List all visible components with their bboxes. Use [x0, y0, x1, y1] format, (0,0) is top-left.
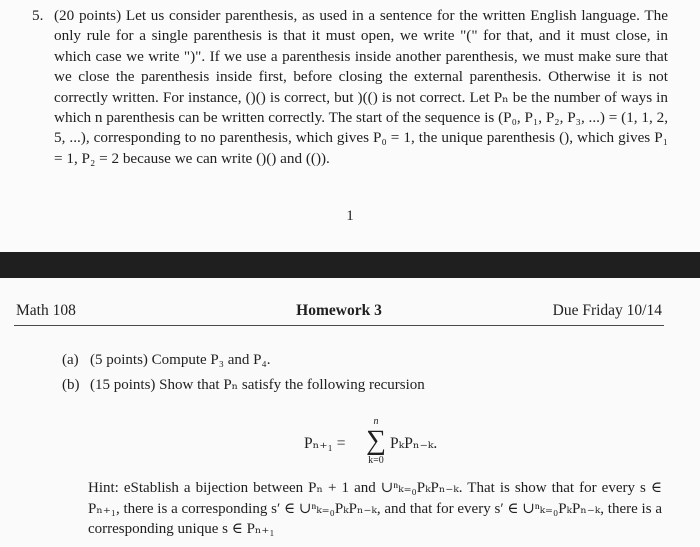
part-text: (5 points) Compute P₃ and P₄.	[90, 352, 271, 368]
problem-row	[32, 6, 668, 169]
page-number: 1	[346, 208, 354, 224]
problem-number: 5.	[32, 7, 44, 24]
problem-parts	[62, 348, 662, 398]
sigma-symbol: ∑	[366, 425, 386, 456]
problem-5	[32, 6, 668, 169]
course-name: Math 108	[16, 302, 76, 319]
part-label: (b)	[62, 377, 80, 393]
page-header	[16, 302, 662, 322]
assignment-title: Homework 3	[296, 302, 382, 319]
due-date: Due Friday 10/14	[552, 302, 662, 319]
page-two	[0, 278, 700, 547]
problem-text: (20 points) Let us consider parenthesis, as used in a sentence for the written English language. The only rule for a single parenthesis is that it must open, we write "(" for that, and it must close, in which case we write ")". If we use a parenthesis inside another parenthesis, we must make sure that we close the parenthesis inside first, before closing the external parenthesis. Otherwise it is not correctly written. For instance, ()() is correct, but )(() is not correct. Let Pₙ be the number of ways in which n parenthesis can be written correctly. The start of the sequence is (P₀, P₁, P₂, P₃, ...) = (1, 1, 2, 5, ...), corresponding to no parenthesis, which gives P₀ = 1, the unique parenthesis (), which gives P₁ = 1, P₂ = 2 because we can write ()() and (()).	[54, 7, 668, 167]
part-text: (15 points) Show that Pₙ satisfy the following recursion	[90, 377, 425, 393]
sum-upper-limit: n	[373, 416, 379, 427]
header-rule	[14, 325, 664, 326]
equation-lhs: Pₙ₊₁ =	[304, 435, 346, 452]
equation-body	[304, 417, 464, 473]
part-a	[62, 348, 662, 373]
part-b	[62, 373, 662, 398]
summation	[366, 417, 386, 467]
part-label: (a)	[62, 352, 79, 368]
hint-text: Hint: eStablish a bijection between Pₙ + 1 and ∪ⁿₖ₌₀PₖPₙ₋ₖ. That is show that for every s ∈ Pₙ₊₁, there is a corresponding s′ ∈ ∪ⁿₖ₌₀PₖPₙ₋ₖ, and that for every s′ ∈ ∪ⁿₖ₌₀PₖPₙ₋ₖ, there is a corresponding unique s ∈ Pₙ₊₁	[88, 480, 662, 537]
page-separator	[0, 252, 700, 278]
sum-lower-limit: k=0	[368, 455, 384, 466]
page-one	[0, 0, 700, 252]
recursion-equation	[0, 413, 700, 473]
equation-rhs: PₖPₙ₋ₖ.	[390, 435, 438, 452]
